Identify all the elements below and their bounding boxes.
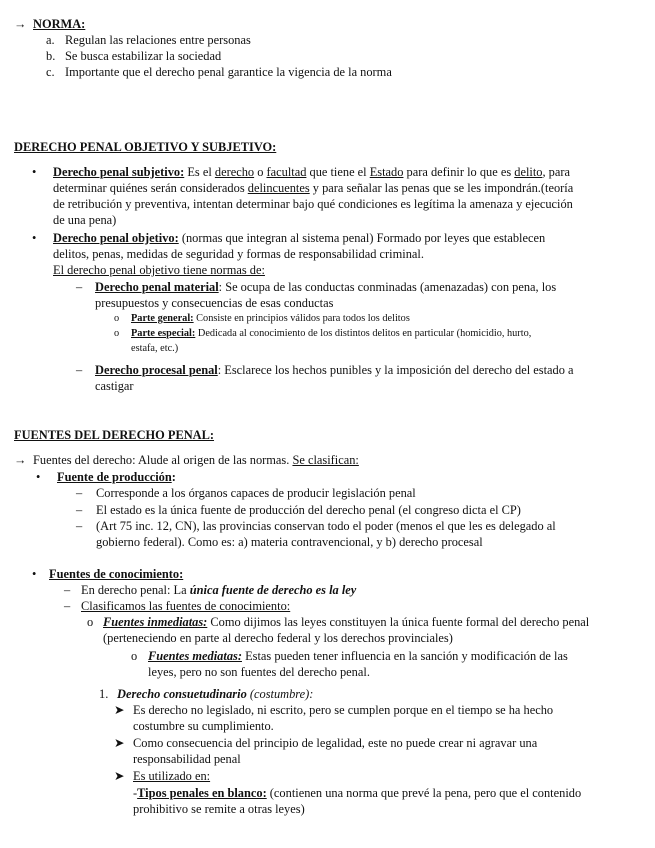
arrow-icon: → bbox=[14, 17, 27, 31]
produccion-item: El estado es la única fuente de producción del derecho penal (el congreso dicta el CP) bbox=[96, 503, 521, 517]
list-item: Regulan las relaciones entre personas bbox=[65, 33, 251, 47]
tipos-penales-en-blanco-line-2: prohibitivo se remite a otras leyes) bbox=[133, 802, 305, 816]
dash-icon: – bbox=[64, 599, 71, 613]
material-line-1: Derecho penal material: Se ocupa de las conductas conminadas (amenazadas) con pena, los bbox=[95, 280, 557, 294]
circle-bullet-icon: o bbox=[114, 328, 120, 339]
subjetivo-line-1: Derecho penal subjetivo: Es el derecho o facultad que tiene el Estado para definir lo que es delito, para bbox=[53, 165, 570, 179]
consuetudinario-item-2-line-2: responsabilidad penal bbox=[133, 752, 241, 766]
objetivo-term: Derecho penal objetivo: bbox=[53, 231, 179, 245]
bullet-icon: • bbox=[36, 470, 41, 484]
procesal-line-1: Derecho procesal penal: Esclarece los hechos punibles y la imposición del derecho del estado a bbox=[95, 363, 574, 377]
fuentes-conocimiento-heading: Fuentes de conocimiento: bbox=[49, 567, 184, 581]
list-item: Importante que el derecho penal garantice la vigencia de la norma bbox=[65, 65, 392, 79]
fuentes-mediatas-line-1: Fuentes mediatas: Estas pueden tener influencia en la sanción y modificación de las bbox=[148, 649, 568, 663]
consuetudinario-item-2: Como consecuencia del principio de legalidad, este no puede crear ni agravar una bbox=[133, 736, 538, 750]
procesal-term: Derecho procesal penal bbox=[95, 363, 218, 377]
section-title-fuentes: FUENTES DEL DERECHO PENAL: bbox=[14, 428, 215, 442]
procesal-line-2: castigar bbox=[95, 379, 134, 393]
material-line-2: presupuestos y consecuencias de esas conductas bbox=[95, 296, 334, 310]
parte-general: Parte general: Consiste en principios válidos para todos los delitos bbox=[131, 313, 410, 324]
parte-especial: Parte especial: Dedicada al conocimiento de los distintos delitos en particular (homicidio, hurto, bbox=[131, 328, 532, 339]
norma-title: NORMA: bbox=[33, 17, 86, 31]
arrow-icon: → bbox=[14, 453, 27, 467]
list-item: Se busca estabilizar la sociedad bbox=[65, 49, 222, 63]
list-marker: 1. bbox=[99, 687, 109, 701]
dash-icon: – bbox=[76, 503, 83, 517]
dash-icon: – bbox=[76, 486, 83, 500]
produccion-item: (Art 75 inc. 12, CN), las provincias conservan todo el poder (menos el que les es delegado al bbox=[96, 519, 556, 533]
list-marker: b. bbox=[46, 49, 56, 63]
fuentes-intro: Fuentes del derecho: Alude al origen de las normas. Se clasifican: bbox=[33, 453, 359, 467]
list-marker: a. bbox=[46, 33, 55, 47]
produccion-item: Corresponde a los órganos capaces de producir legislación penal bbox=[96, 486, 416, 500]
parte-especial-line-2: estafa, etc.) bbox=[131, 343, 179, 354]
subjetivo-line-4: de una pena) bbox=[53, 213, 117, 227]
consuetudinario-item-1-line-2: costumbre su cumplimiento. bbox=[133, 719, 274, 733]
subjetivo-term: Derecho penal subjetivo: bbox=[53, 165, 185, 179]
consuetudinario-item-1: Es derecho no legislado, ni escrito, pero se cumplen porque en el tiempo se ha hecho bbox=[133, 703, 554, 717]
fuente-produccion-heading: Fuente de producción: bbox=[57, 470, 176, 484]
fuentes-inmediatas-line-2: (perteneciendo en parte al derecho federal y los derechos provinciales) bbox=[103, 631, 453, 645]
list-marker: c. bbox=[46, 65, 55, 79]
bullet-icon: • bbox=[32, 165, 37, 179]
dash-icon: – bbox=[76, 280, 83, 294]
circle-bullet-icon: o bbox=[114, 313, 120, 324]
circle-bullet-icon: o bbox=[87, 615, 94, 629]
section-title-dpos: DERECHO PENAL OBJETIVO Y SUBJETIVO: bbox=[14, 140, 277, 154]
dash-icon: – bbox=[76, 363, 83, 377]
consuetudinario-item-3: Es utilizado en: bbox=[133, 769, 211, 783]
objetivo-line-2: delitos, penas, medidas de seguridad y formas de responsabilidad criminal. bbox=[53, 247, 424, 261]
arrowhead-bullet-icon: ➤ bbox=[114, 769, 125, 783]
consuetudinario-heading: Derecho consuetudinario (costumbre): bbox=[117, 687, 314, 701]
dash-icon: – bbox=[64, 583, 71, 597]
bullet-icon: • bbox=[32, 567, 37, 581]
conocimiento-item-1: En derecho penal: La única fuente de derecho es la ley bbox=[81, 583, 357, 597]
bullet-icon: • bbox=[32, 231, 37, 245]
material-term: Derecho penal material bbox=[95, 280, 219, 294]
objetivo-line-1: Derecho penal objetivo: (normas que integran al sistema penal) Formado por leyes que establecen bbox=[53, 231, 546, 245]
subjetivo-line-2: determinar quiénes serán considerados delincuentes y para señalar las penas que se les impondrán.(teoría bbox=[53, 181, 574, 195]
fuentes-inmediatas-line-1: Fuentes inmediatas: Como dijimos las leyes constituyen la única fuente formal del derecho penal bbox=[103, 615, 590, 629]
dash-icon: – bbox=[76, 519, 83, 533]
arrowhead-bullet-icon: ➤ bbox=[114, 736, 125, 750]
fuentes-mediatas-line-2: leyes, pero no son fuentes del derecho penal. bbox=[148, 665, 370, 679]
circle-bullet-icon: o bbox=[131, 649, 138, 663]
objetivo-line-3: El derecho penal objetivo tiene normas de: bbox=[53, 263, 265, 277]
tipos-penales-en-blanco-line-1: -Tipos penales en blanco: (contienen una norma que prevé la pena, pero que el contenido bbox=[133, 786, 582, 800]
conocimiento-item-2: Clasificamos las fuentes de conocimiento: bbox=[81, 599, 291, 613]
produccion-item-line-2: gobierno federal). Como es: a) materia contravencional, y b) derecho procesal bbox=[96, 535, 483, 549]
arrowhead-bullet-icon: ➤ bbox=[114, 703, 125, 717]
subjetivo-line-3: de retribución y preventiva, intentan determinar bajo qué condiciones es legítima la amenaza y ejecución bbox=[53, 197, 573, 211]
